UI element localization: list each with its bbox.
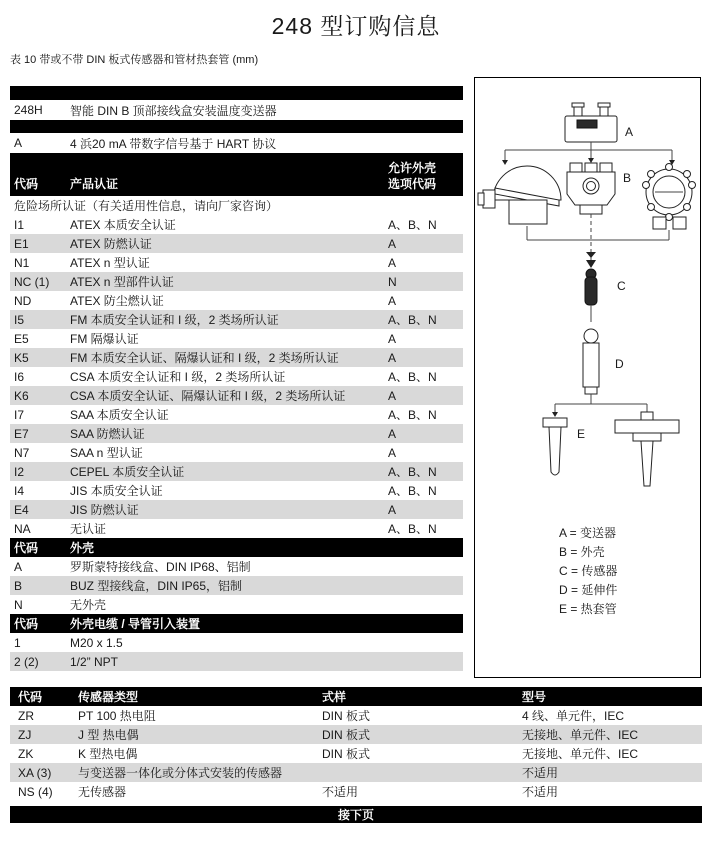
figure-label-a: A <box>625 125 634 139</box>
sensor-row <box>10 706 702 725</box>
housing-name: 无外壳 <box>70 598 107 612</box>
ordering-table <box>10 86 463 671</box>
sensor-body <box>585 277 597 305</box>
sensor-model: 无接地、单元件、IEC <box>522 747 639 761</box>
cert-header-options-line1: 允许外壳 <box>388 161 437 175</box>
cert-options: A <box>388 426 397 441</box>
sensor-type: 无传感器 <box>78 785 127 799</box>
certification-row <box>10 234 463 253</box>
cert-name: SAA 本质安全认证 <box>70 408 169 422</box>
sensor-row <box>10 744 702 763</box>
cert-name: ATEX 防燃认证 <box>70 237 152 251</box>
cert-code: ND <box>14 293 32 308</box>
cert-options: A、B、N <box>388 313 437 327</box>
output-row <box>10 133 463 153</box>
model-desc: 智能 DIN B 顶部接线盒安装温度变送器 <box>70 103 277 118</box>
housing-header-name: 外壳 <box>70 541 95 555</box>
housing-header-code: 代码 <box>14 541 39 555</box>
cert-options: A、B、N <box>388 465 437 479</box>
conduit-name: 1/2” NPT <box>70 654 119 669</box>
sensor-code: NS (4) <box>18 784 53 799</box>
cert-options: A、B、N <box>388 408 437 422</box>
legend-line: C = 传感器 <box>559 564 618 578</box>
cert-options: A、B、N <box>388 522 437 536</box>
thermowell-flanged-stem <box>641 441 653 486</box>
thermowell-threaded-collar <box>543 418 567 427</box>
conduit-code: 1 <box>14 635 21 650</box>
cert-options: A、B、N <box>388 370 437 384</box>
certification-row <box>10 405 463 424</box>
branch-lines-bottom <box>527 226 669 240</box>
assembly-diagram <box>475 78 700 518</box>
cert-name: FM 本质安全认证、隔爆认证和 I 级，2 类场所认证 <box>70 351 339 365</box>
certification-header <box>10 153 463 196</box>
housing-name: BUZ 型接线盒，DIN IP65，铝制 <box>70 579 243 593</box>
housing-section-header <box>10 538 463 557</box>
cert-code: I5 <box>14 312 25 327</box>
sensor-row <box>10 782 702 801</box>
sensor-style: DIN 板式 <box>322 747 371 761</box>
figure-label-b: B <box>623 171 632 185</box>
sensor-row <box>10 725 702 744</box>
cert-name: SAA n 型认证 <box>70 446 143 460</box>
table-caption: 表 10 带或不带 DIN 板式传感器和管材热套管 (mm) <box>10 54 259 66</box>
cert-options: A <box>388 502 397 517</box>
hazardous-subheader: 危险场所认证（有关适用性信息，请向厂家咨询） <box>14 199 279 213</box>
cert-code: I1 <box>14 217 25 232</box>
housing-rows <box>10 557 463 614</box>
certification-row <box>10 386 463 405</box>
thermowell-flange <box>615 420 679 433</box>
output-code: A <box>14 136 23 150</box>
cert-code: I6 <box>14 369 25 384</box>
cert-name: ATEX n 型认证 <box>70 256 150 270</box>
cert-options: N <box>388 274 397 289</box>
cert-code: I2 <box>14 464 25 479</box>
certification-row <box>10 348 463 367</box>
housing-code: N <box>14 597 23 612</box>
branch-lines-top <box>505 142 672 160</box>
output-desc: 4 浜20 mA 带数字信号基于 HART 协议 <box>70 136 277 151</box>
sensor-table <box>10 687 702 801</box>
output-header-bar <box>10 120 463 133</box>
dome-housing-conduit <box>483 190 495 208</box>
cert-options: A <box>388 350 397 365</box>
sensor-header-model: 型号 <box>522 690 547 704</box>
cert-name: JIS 本质安全认证 <box>70 484 163 498</box>
extension-tip <box>585 387 597 394</box>
dome-housing-conduit-cap <box>478 193 484 205</box>
thermowell-flanged-nub <box>641 412 653 420</box>
cert-name: FM 隔爆认证 <box>70 332 139 346</box>
cert-code: E1 <box>14 236 29 251</box>
conduit-rows <box>10 633 463 671</box>
model-code: 248H <box>14 103 43 117</box>
sensor-code: ZK <box>18 746 34 761</box>
sensor-table-header <box>10 687 702 706</box>
housing-name: 罗斯蒙特接线盒、DIN IP68、铝制 <box>70 560 251 574</box>
sensor-header-style: 式样 <box>322 690 347 704</box>
certification-row <box>10 500 463 519</box>
cert-name: ATEX 防尘燃认证 <box>70 294 164 308</box>
certification-row <box>10 443 463 462</box>
cert-name: ATEX n 型部件认证 <box>70 275 174 289</box>
conduit-header-code: 代码 <box>14 617 39 631</box>
certification-row <box>10 367 463 386</box>
sensor-style: 不适用 <box>322 785 359 799</box>
sensor-row <box>10 763 702 782</box>
sensor-code: ZR <box>18 708 34 723</box>
cert-name: FM 本质安全认证和 I 级，2 类场所认证 <box>70 313 279 327</box>
cert-options: A <box>388 445 397 460</box>
cert-name: JIS 防燃认证 <box>70 503 139 517</box>
extension-body <box>583 343 599 387</box>
conduit-header-name: 外壳电缆 / 导管引入装置 <box>70 617 201 631</box>
transmitter-terminal <box>577 120 597 128</box>
certification-row <box>10 272 463 291</box>
sensor-type: 与变送器一体化或分体式安装的传感器 <box>78 766 283 780</box>
cert-name: CSA 本质安全认证和 I 级，2 类场所认证 <box>70 370 286 384</box>
housing-row <box>10 595 463 614</box>
cert-code: N1 <box>14 255 30 270</box>
branch-lines-thermowell <box>555 394 647 412</box>
certification-row <box>10 481 463 500</box>
assembly-figure <box>474 77 701 678</box>
sensor-model: 4 线、单元件，IEC <box>522 709 625 723</box>
cert-code: I4 <box>14 483 25 498</box>
cert-options: A <box>388 331 397 346</box>
housing-code: B <box>14 578 23 593</box>
conduit-code: 2 (2) <box>14 654 39 669</box>
sensor-type: J 型 热电偶 <box>78 728 139 742</box>
sensor-model: 不适用 <box>522 766 559 780</box>
cert-name: ATEX 本质安全认证 <box>70 218 176 232</box>
model-header-bar <box>10 86 463 100</box>
figure-legend <box>559 524 617 619</box>
cert-options: A、B、N <box>388 484 437 498</box>
cert-options: A <box>388 388 397 403</box>
certification-row <box>10 253 463 272</box>
cert-code: E5 <box>14 331 29 346</box>
housing-code: A <box>14 559 23 574</box>
certification-row <box>10 462 463 481</box>
extension-head <box>584 329 598 343</box>
round-housing <box>643 164 696 230</box>
cert-code: NA <box>14 521 31 536</box>
cert-name: SAA 防燃认证 <box>70 427 145 441</box>
cert-code: NC (1) <box>14 274 50 289</box>
transmitter-screw-cap-left <box>572 103 584 107</box>
page-title: 248 型订购信息 <box>271 13 441 39</box>
cert-name: CSA 本质安全认证、隔爆认证和 I 级，2 类场所认证 <box>70 389 346 403</box>
cert-options: A <box>388 255 397 270</box>
certification-rows <box>10 215 463 538</box>
conduit-name: M20 x 1.5 <box>70 635 123 650</box>
cert-header-code: 代码 <box>14 177 39 191</box>
conduit-row <box>10 633 463 652</box>
certification-row <box>10 329 463 348</box>
cert-code: E7 <box>14 426 29 441</box>
legend-line: D = 延伸件 <box>559 583 618 597</box>
housing-row <box>10 576 463 595</box>
cert-name: CEPEL 本质安全认证 <box>70 465 185 479</box>
cert-name: 无认证 <box>70 522 107 536</box>
cert-header-name: 产品认证 <box>70 177 119 191</box>
cert-code: K6 <box>14 388 29 403</box>
certification-row <box>10 519 463 538</box>
housing-row <box>10 557 463 576</box>
sensor-model: 不适用 <box>522 785 559 799</box>
transmitter-screw-cap-right <box>598 103 610 107</box>
dome-housing-base <box>509 200 547 224</box>
dinb-housing-neck <box>580 205 602 214</box>
legend-line: A = 变送器 <box>559 526 617 540</box>
model-row <box>10 100 463 120</box>
cert-options: A <box>388 293 397 308</box>
cert-code: E4 <box>14 502 29 517</box>
thermowell-arrows <box>552 412 650 417</box>
cert-code: K5 <box>14 350 29 365</box>
cert-code: I7 <box>14 407 25 422</box>
certification-row <box>10 424 463 443</box>
figure-label-e: E <box>577 427 586 441</box>
figure-label-d: D <box>615 357 624 371</box>
legend-line: B = 外壳 <box>559 545 605 559</box>
sensor-model: 无接地、单元件、IEC <box>522 728 639 742</box>
sensor-header-type: 传感器类型 <box>78 690 139 704</box>
cert-header-options-line2: 选项代码 <box>388 177 437 191</box>
cert-options: A <box>388 236 397 251</box>
dinb-housing-cap-1 <box>570 163 582 172</box>
legend-line: E = 热套管 <box>559 602 617 616</box>
sensor-code: XA (3) <box>18 765 52 780</box>
thermowell-flanged-collar <box>633 433 661 441</box>
thermowell-threaded-stem <box>549 427 561 475</box>
certification-row <box>10 291 463 310</box>
sensor-style: DIN 板式 <box>322 709 371 723</box>
sensor-rows <box>10 706 702 801</box>
sensor-type: PT 100 热电阻 <box>78 709 156 723</box>
sensor-code: ZJ <box>18 727 32 742</box>
figure-label-c: C <box>617 279 626 293</box>
sensor-type: K 型热电偶 <box>78 747 138 761</box>
certification-row <box>10 310 463 329</box>
cert-options: A、B、N <box>388 218 437 232</box>
cert-code: N7 <box>14 445 30 460</box>
conduit-section-header <box>10 614 463 633</box>
sensor-style: DIN 板式 <box>322 728 371 742</box>
dinb-housing-cap-2 <box>585 163 597 172</box>
conduit-row <box>10 652 463 671</box>
continued-next-page-bar: 接下页 <box>10 806 702 823</box>
certification-row <box>10 215 463 234</box>
sensor-arrows <box>586 252 596 268</box>
dinb-housing-window-inner <box>587 182 596 191</box>
sensor-header-code: 代码 <box>18 690 43 704</box>
dinb-housing-cap-3 <box>600 163 612 172</box>
